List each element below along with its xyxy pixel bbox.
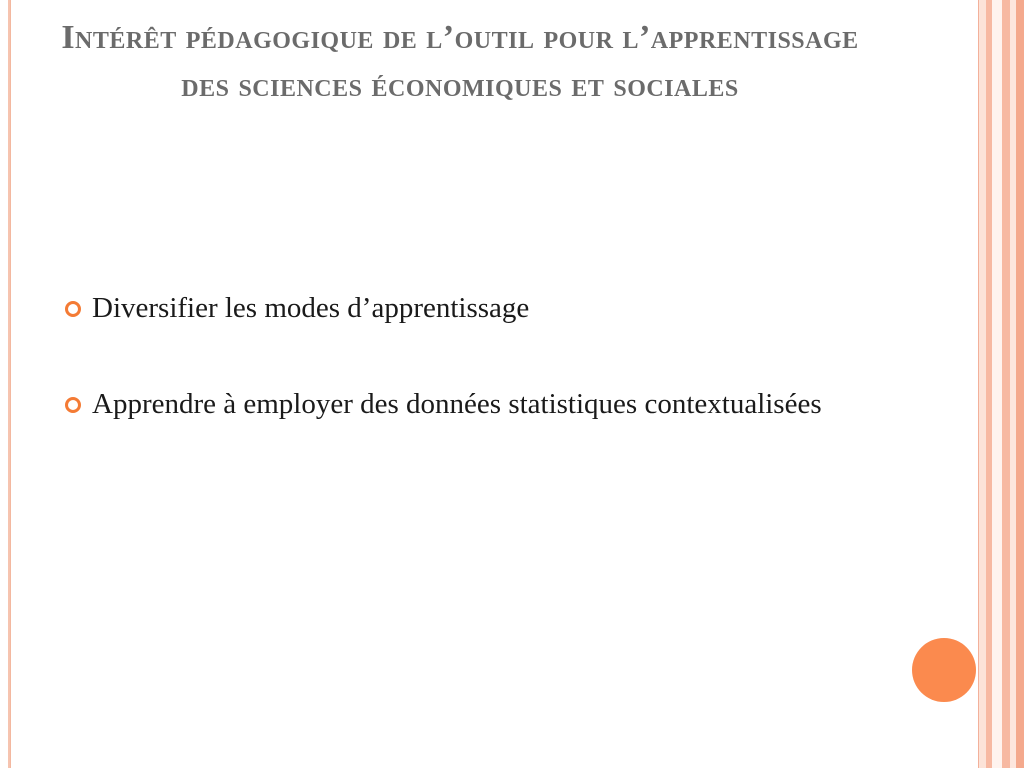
left-frame-line (8, 0, 10, 768)
slide-title: Intérêt pédagogique de l’outil pour l’apprentissage des sciences économiques et sociales (61, 19, 859, 104)
right-decorative-bar (1016, 0, 1024, 768)
right-decorative-bar (1002, 0, 1010, 768)
right-decorative-bar (992, 0, 1002, 768)
bullet-list (62, 288, 882, 480)
bullet-ring-icon (65, 301, 81, 317)
bullet-ring-icon (65, 397, 81, 413)
decorative-circle (912, 638, 976, 702)
bullet-item (62, 384, 882, 424)
bullet-text: Apprendre à employer des données statistiques contextualisées (92, 388, 822, 420)
bullet-text: Diversifier les modes d’apprentissage (92, 292, 530, 324)
bullet-item (62, 288, 882, 328)
